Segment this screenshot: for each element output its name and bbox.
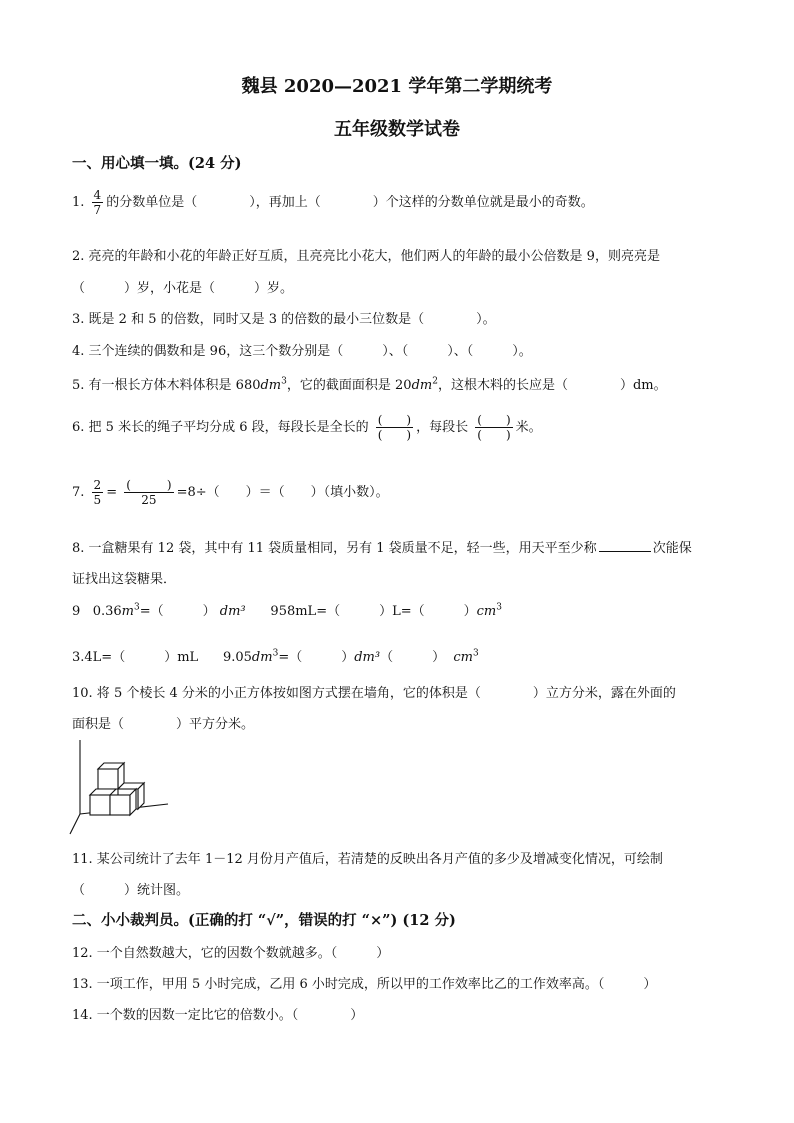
question-3: 3. 既是 2 和 5 的倍数，同时又是 3 的倍数的最小三位数是（ ）。 [72, 312, 496, 327]
unit: cm [476, 604, 497, 619]
value: 9.05 [222, 650, 252, 665]
question-text: ，每段长 [416, 420, 469, 435]
unit: dm³ [354, 650, 381, 665]
question-1 [72, 188, 594, 217]
unit: dm³ [219, 604, 246, 619]
question-12: 12. 一个自然数越大，它的因数个数就越多。（ ） [72, 946, 390, 961]
question-8-line-1 [72, 537, 692, 556]
fraction-denominator: 5 [93, 493, 102, 507]
answer-blank [599, 551, 651, 552]
exponent: 3 [281, 376, 287, 387]
fraction-denominator: ( ) [377, 428, 412, 442]
fraction-denominator: ( ) [477, 428, 511, 442]
unit: dm [411, 378, 433, 393]
cube-top-face [90, 789, 116, 795]
unit: m [121, 604, 134, 619]
question-2-line-2: （ ）岁，小花是（ ）岁。 [72, 281, 294, 296]
fraction-denominator: 25 [141, 493, 157, 507]
fraction [92, 188, 104, 217]
question-text: （ ） [380, 650, 446, 665]
question-7 [72, 478, 389, 507]
exponent: 3 [496, 602, 502, 613]
exponent: 3 [472, 648, 479, 659]
question-text: 6. 把 5 米长的绳子平均分成 6 段，每段长是全长的 [72, 420, 369, 435]
floor-edge-diagonal [70, 814, 80, 834]
cube-front-face [98, 769, 118, 789]
question-text: 次能保 [652, 541, 692, 556]
question-text: 的分数单位是（ ），再加上（ ）个这样的分数单位就是最小的奇数。 [106, 195, 594, 210]
fraction [124, 478, 173, 507]
question-11-line-1: 11. 某公司统计了去年 1－12 月份月产值后，若清楚的反映出各月产值的多少及增减变化情况，可绘制 [72, 852, 663, 867]
question-text: ，它的截面面积是 20 [286, 378, 412, 393]
unit: dm [260, 378, 282, 393]
question-4: 4. 三个连续的偶数和是 96，这三个数分别是（ ）、（ ）、（ ）。 [72, 344, 532, 359]
question-9-line-1 [72, 600, 502, 619]
question-5 [72, 374, 667, 393]
question-number: 7. [72, 485, 85, 500]
question-text: =8÷（ ）＝（ ）（填小数）。 [176, 485, 389, 500]
question-13: 13. 一项工作，甲用 5 小时完成，乙用 6 小时完成，所以甲的工作效率比乙的工作效率高。（ ） [72, 977, 657, 992]
section-1-heading: 一、用心填一填。(24 分) [72, 155, 242, 172]
question-text: =（ ） [278, 650, 355, 665]
question-text: ，这根木料的长应是（ ）dm。 [437, 378, 667, 393]
fraction [92, 478, 104, 507]
question-9-line-2 [72, 646, 479, 665]
fraction [475, 413, 512, 442]
question-text: =（ ） [139, 604, 216, 619]
exponent: 3 [272, 648, 279, 659]
equals-sign: = [106, 485, 118, 500]
fraction-numerator: ( ) [477, 413, 511, 427]
question-14: 14. 一个数的因数一定比它的倍数小。（ ） [72, 1008, 364, 1023]
cubes-corner-figure [68, 736, 178, 840]
question-2-line-1: 2. 亮亮的年龄和小花的年龄正好互质，且亮亮比小花大，他们两人的年龄的最小公倍数是 9，则亮亮是 [72, 249, 660, 264]
question-10-line-2: 面积是（ ）平方分米。 [72, 717, 255, 732]
exponent: 3 [133, 602, 140, 613]
question-8-line-2: 证找出这袋糖果． [72, 572, 177, 587]
fraction-denominator: 7 [93, 203, 102, 217]
fraction-numerator: ( ) [377, 413, 412, 427]
fraction-numerator: ( ) [126, 478, 172, 492]
exponent: 2 [432, 376, 438, 387]
fraction [376, 413, 413, 442]
exam-title: 魏县 2020—2021 学年第二学期统考 [241, 76, 553, 97]
unit: cm [453, 650, 473, 665]
unit: dm [251, 650, 273, 665]
value: 0.36 [92, 604, 122, 619]
cube-front-face [90, 795, 110, 815]
cube-front-face [110, 795, 130, 815]
question-text: 3.4L=（ ）mL [72, 650, 199, 665]
question-10-line-1: 10. 将 5 个棱长 4 分米的小正方体按如图方式摆在墙角，它的体积是（ ）立方分米，露在外面的 [72, 686, 676, 701]
exam-subtitle: 五年级数学试卷 [334, 119, 460, 140]
question-text: 5. 有一根长方体木料体积是 680 [72, 378, 261, 393]
fraction-numerator: 4 [93, 188, 102, 202]
question-6 [72, 413, 542, 442]
question-text: 米。 [515, 420, 542, 435]
question-number: 9 [72, 604, 81, 619]
question-number: 1. [72, 195, 85, 210]
section-2-heading: 二、小小裁判员。(正确的打 “√”，错误的打 “×”) (12 分) [72, 912, 456, 929]
question-text: 8. 一盒糖果有 12 袋，其中有 11 袋质量相同，另有 1 袋质量不足，轻一些，用天平至少称 [72, 541, 597, 556]
fraction-numerator: 2 [93, 478, 102, 492]
question-11-line-2: （ ）统计图。 [72, 883, 190, 898]
question-text: 958mL=（ ）L=（ ） [270, 604, 477, 619]
